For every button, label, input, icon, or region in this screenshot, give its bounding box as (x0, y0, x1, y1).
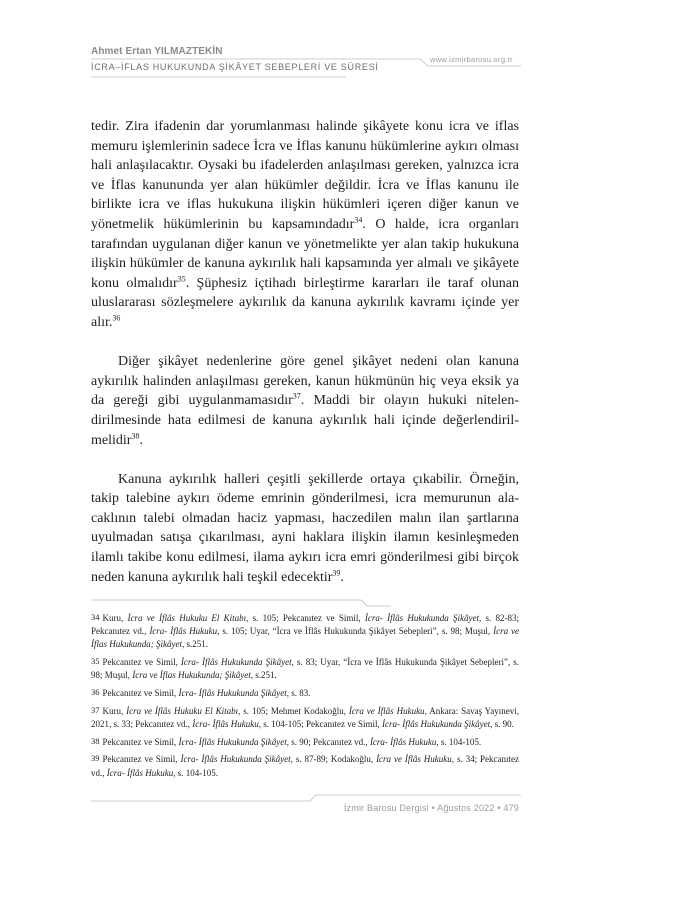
citation-title: İcra- İflâs Hukukunda Şikâyet (364, 613, 480, 623)
footer-bullet: • (497, 803, 501, 813)
footer-date: Ağustos 2022 (437, 803, 495, 813)
footnote-ref-37[interactable]: 37 (292, 391, 301, 401)
footnote-ref-35[interactable]: 35 (177, 274, 186, 284)
citation-title: İcra- İflâs Hukukunda Şikâyet (381, 718, 491, 729)
citation-title: İcra ve İflâs Hukuku El Kitabı (126, 705, 239, 716)
footnote-number: 35 (91, 656, 100, 667)
citation-title: İcra- İflâs Hukukunda Şikâyet (180, 657, 292, 668)
citation-title: İcra- İflâs Hukuku (369, 736, 437, 747)
footnote-number: 38 (91, 735, 100, 746)
paragraph-3: Kanuna aykırılık halleri çeşitli şekillerde ortaya çıkabilir. Örneğin, takip talebine aykırı ödeme emrinin gönderilmesi, icra memurunun alacaklının talebi olmadan haciz yapması, haczedilen malın ilan şartlarına uyulmadan satışa çıkarılması, ayni haklara ilişkin ilamın kesinleşmeden ilamlı takibe konu edilmesi, ilama aykırı icra emri gönderilmesi gibi birçok neden kanuna aykırılık hali teşkil edecektir$^{39}$. (91, 471, 519, 585)
footnote-text: , s. 104-105. (173, 767, 218, 778)
footnote-number: 39 (91, 753, 100, 764)
footnote-text: , s. 90. (490, 718, 514, 729)
footnote-text: Pekcanıtez ve Simil, (102, 736, 179, 747)
footnote-text: Pekcanıtez ve Simil, (102, 754, 181, 765)
footnote-text: , s. 83. (286, 688, 311, 699)
footnote-text: Kuru, (102, 613, 128, 623)
footnote-text: , s. 104-105. (436, 736, 482, 747)
footnote-number: 37 (91, 704, 100, 715)
paragraph-2: Diğer şikâyet nedenlerine göre genel şikâyet nedeni olan kanuna aykırılık halinden anlaşılması gereken, kanun hükmünün hiç veya eksik ya da gereği gibi uygulanmamasıdır$^{37}$. Maddi bir olayın hukuki nitelendirilmesinde hata edilmesi de kanuna aykırılık hali içinde değerlendirilmelidir$^{38}$. (91, 354, 519, 448)
citation-title: İcra ve İflas Hukukunda; Şikâyet (91, 626, 520, 650)
paragraph-1: tedir. Zira ifadenin dar yorumlanması halinde şikâyete konu icra ve iflas memuru işlemlerinin sadece İcra ve İflas kanunu hükümlerine aykırı olması hali anlaşılacaktır. Oysaki bu ifadelerden anlaşılması gereken, yalnızca icra ve İflas kanununda yer alan hükümler değildir. İcra ve İflas kanunu ile birlikte icra ve iflas hukukuna ilişkin hükümleri içeren diğer kanun ve yönetmelik hükümlerinin bu kapsamındadır$^{34}$. O halde, icra organları tarafından uygulanan diğer kanun ve yönetmelikte yer alan takip hukukuna ilişkin hükümler de kanuna aykırılık hali kapsamında yer almalı ve şikâyete konu olmalıdır$^{35}$. Şüphesiz içtihadı birleştirme kararları ile taraf olunan uluslararası sözleşmelere aykırılık da kanuna aykırılık kavramı içinde yer alır.$^{36}$ (91, 119, 520, 330)
footnote-text: , s. 34; Pekcanıtez vd., (91, 754, 519, 778)
citation-title: İcra- İflâs Hukuku (106, 767, 174, 778)
footnote-text: Pekcanıtez ve Simil, (102, 657, 181, 668)
footnote-text: , s.251. (181, 639, 208, 650)
citation-title: İcra- İflâs Hukukunda Şikâyet (178, 688, 287, 699)
footnote-text: , s. 82-83; Pekcanıtez vd., (91, 613, 520, 637)
citation-title: İcra ve İflas Hukukunda; Şikâyet (132, 670, 251, 681)
footnote-ref-39[interactable]: 39 (332, 568, 341, 577)
footer-bullet: • (431, 803, 435, 813)
footnote-text: , s.251. (250, 670, 277, 681)
citation-title: İcra- İflâs Hukuku (192, 718, 259, 729)
footnote-text: , s. 105; Mehmet Kodakoğlu, (238, 705, 349, 716)
footnote-text: , s. 87-89; Kodakoğlu, (290, 754, 377, 765)
footnote-ref-34[interactable]: 34 (354, 215, 363, 225)
footnote-number: 34 (91, 612, 100, 622)
footer-journal: İzmir Barosu Dergisi (343, 803, 429, 813)
footnote-number: 36 (91, 687, 100, 698)
footer (330, 803, 519, 813)
author-last-name: YILMAZTEKİN (154, 46, 223, 57)
page-number: 479 (503, 803, 519, 813)
footnote-text: Kuru, (102, 705, 127, 716)
citation-title: İcra- İflâs Hukukunda Şikâyet (178, 736, 287, 747)
author-first-name: Ahmet Ertan (91, 46, 152, 57)
citation-title: İcra ve İflâs Hukuku (348, 705, 425, 716)
header-website: www.izmirbarosu.org.tr (430, 55, 513, 64)
footnote-ref-36[interactable]: 36 (112, 313, 121, 323)
footnote-text: , s. 104-105; Pekcanıtez ve Simil, (258, 718, 382, 729)
citation-title: İcra ve İflâs Hukuku (376, 754, 452, 765)
footnote-text: Pekcanıtez ve Simil, (102, 688, 179, 699)
footnote-text: , s. 83; Uyar, “İcra ve İflâs Hukukunda Şikâyet Sebepleri”, s. 98; Muşul, (91, 657, 520, 681)
footnote-ref-38[interactable]: 38 (131, 430, 140, 440)
citation-title: İcra- İflâs Hukuku (149, 626, 218, 637)
footnote-text: , s. 90; Pekcanıtez vd., (286, 736, 370, 747)
footnote-text: , Ankara: Savaş Yayınevi, 2021, s. 33; Pekcanıtez vd., (91, 705, 520, 729)
footnote-text: , s. 105; Pekcanıtez ve Simil, (246, 613, 365, 623)
citation-title: İcra ve İflâs Hukuku El Kitabı (127, 613, 247, 623)
running-head-title: İCRA–İFLAS HUKUKUNDA ŞİKÂYET SEBEPLERİ VE SÜRESİ (91, 62, 379, 72)
footnote-text: , s. 105; Uyar, “İcra ve İflâs Hukukunda Şikâyet Sebepleri”, s. 98; Muşul, (217, 626, 494, 637)
citation-title: İcra- İflâs Hukukunda Şikâyet (180, 754, 291, 765)
